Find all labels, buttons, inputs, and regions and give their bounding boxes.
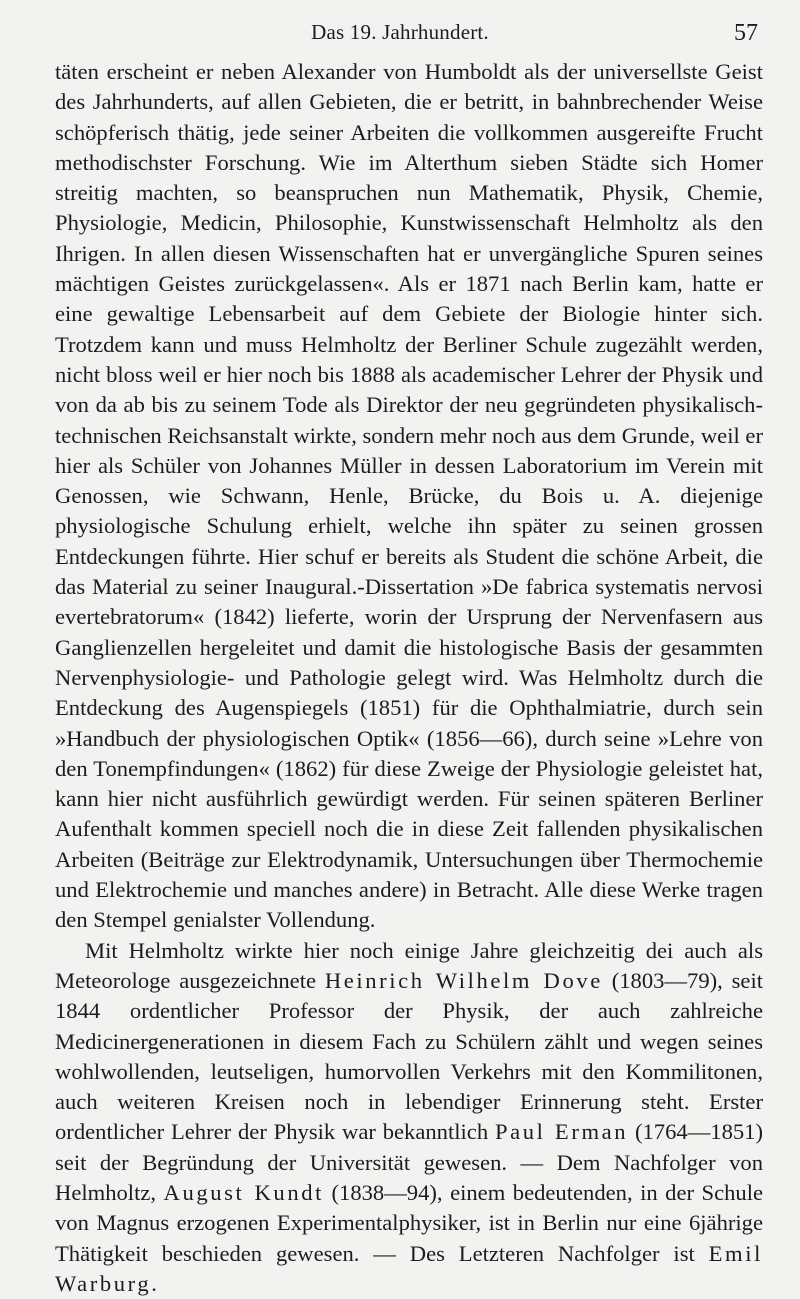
text-segment: (1838—94), einem bedeutenden, in der Schule von Magnus erzogenen Experimentalphysiker, ist in Berlin nur eine 6jährige Thätigkeit beschieden gewesen. — Des Letzteren Nachfolger ist bbox=[55, 1179, 763, 1266]
page-header bbox=[0, 20, 800, 60]
page-number: 57 bbox=[734, 20, 758, 46]
text-segment: (1803—79), seit 1844 ordentlicher Professor der Physik, der auch zahlreiche Medicinergenerationen in diesem Fach zu Schülern zählt und wegen seines wohlwollenden, leutseligen, humorvollen Verkehrs mit den Kommilitonen, auch weiteren Kreisen noch in lebendiger Erinnerung steht. Erster ordentlicher Lehrer der Physik war bekanntlich bbox=[55, 967, 764, 1145]
running-title: Das 19. Jahrhundert. bbox=[311, 20, 489, 44]
text-segment: . bbox=[151, 1270, 157, 1296]
name-dove: Heinrich Wilhelm Dove bbox=[324, 967, 603, 993]
name-kundt: August Kundt bbox=[163, 1179, 324, 1205]
paragraph-helmholtz: täten erscheint er neben Alexander von Humboldt als der universellste Geist des Jahrhunderts, auf allen Gebieten, die er betritt, in bahnbrechender Weise schöpferisch thätig, jede seiner Arbeiten die vollkommen ausgereifte Frucht methodischster Forschung. Wie im Alterthum sieben Städte sich Homer streitig machten, so beanspruchen nun Mathematik, Physik, Chemie, Physiologie, Medicin, Philosophie, Kunstwissenschaft Helmholtz als den Ihrigen. In allen diesen Wissenschaften hat er unvergängliche Spuren seines mächtigen Geistes zurückgelassen«. Als er 1871 nach Berlin kam, hatte er eine gewaltige Lebensarbeit auf dem Gebiete der Biologie hinter sich. Trotzdem kann und muss Helmholtz der Berliner Schule zugezählt werden, nicht bloss weil er hier noch bis 1888 als academischer Lehrer der Physik und von da ab bis zu seinem Tode als Direktor der neu gegründeten physikalisch-technischen Reichsanstalt wirkte, sondern mehr noch aus dem Grunde, weil er hier als Schüler von Johannes Müller in dessen Laboratorium im Verein mit Genossen, wie Schwann, Henle, Brücke, du Bois u. A. diejenige physiologische Schulung erhielt, welche ihn später zu seinen grossen Entdeckungen führte. Hier schuf er bereits als Student die schöne Arbeit, die das Material zu seiner Inaugural.-Dissertation »De fabrica systematis nervosi evertebratorum« (1842) lieferte, worin der Ursprung der Nervenfasern aus Ganglienzellen hergeleitet und damit die histologische Basis der gesammten Nervenphysiologie- und Pathologie gelegt wird. Was Helmholtz durch die Entdeckung des Augenspiegels (1851) für die Ophthalmiatrie, durch sein »Handbuch der physiologischen Optik« (1856—66), durch seine »Lehre von den Tonempfindungen« (1862) für diese Zweige der Physiologie geleistet hat, kann hier nicht ausführlich gewürdigt werden. Für seinen späteren Berliner Aufenthalt kommen speciell noch die in diese Zeit fallenden physikalischen Arbeiten (Beiträge zur Elektrodynamik, Untersuchungen über Thermochemie und Elektrochemie und manches andere) in Betracht. Alle diese Werke tragen den Stempel genialster Vollendung. bbox=[55, 59, 763, 933]
text-body bbox=[55, 57, 763, 1299]
text-segment: (1764—1851) seit der Begründung der Universität gewesen. — Dem Nachfolger von Helmholtz, bbox=[55, 1119, 763, 1205]
paragraph-dove-erman-kundt bbox=[55, 936, 763, 1299]
text-segment: Mit Helmholtz wirkte hier noch einige Jahre gleichzeitig dei auch als Meteorologe ausgezeichnete bbox=[55, 937, 763, 993]
name-erman: Paul Erman bbox=[494, 1119, 629, 1145]
name-warburg: Emil Warburg bbox=[55, 1240, 763, 1296]
